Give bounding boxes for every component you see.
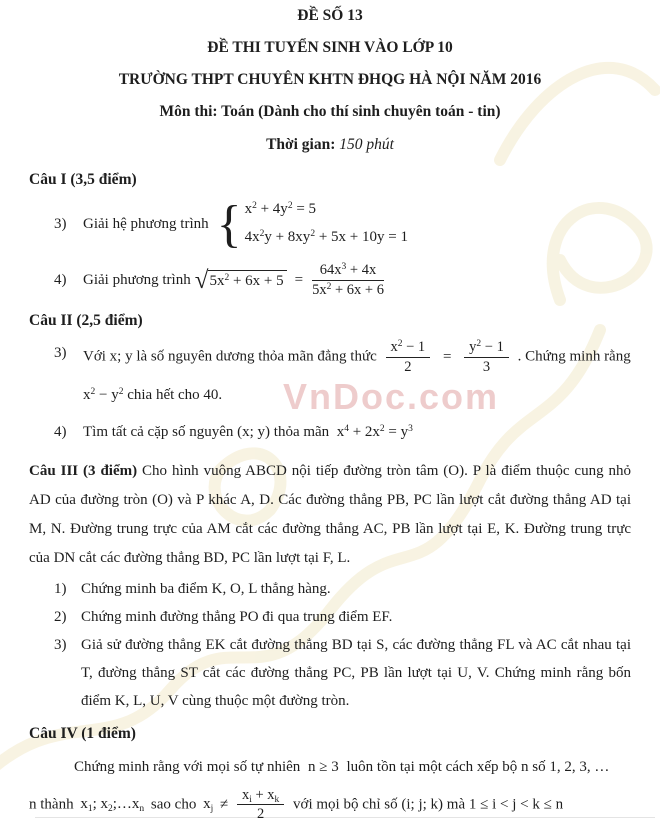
fraction: [237, 787, 284, 823]
equals-sign: =: [442, 348, 452, 365]
math-token: − y: [95, 386, 119, 403]
section-3-paragraph: [29, 457, 631, 573]
radicand: [208, 270, 286, 290]
item-text: luôn tồn tại một cách xếp bộ n số 1, 2, 3, …: [346, 758, 610, 775]
item-number: 3): [54, 636, 67, 653]
math-token: 2: [224, 273, 230, 284]
math-token: x: [244, 201, 253, 217]
math-token: x: [241, 786, 250, 803]
math-token: y: [469, 339, 477, 356]
section-2-item-3: [29, 339, 631, 411]
item-text: với mọi bộ chỉ số (i; j; k) mà 1 ≤ i < j < k ≤ n: [293, 796, 564, 813]
system-line-1: [245, 200, 408, 221]
fraction: [312, 262, 384, 298]
math-token: 2: [310, 229, 316, 239]
math-token: + 4x: [346, 262, 377, 278]
exam-number-title: ĐỀ SỐ 13: [297, 7, 363, 24]
item-body: [83, 339, 631, 411]
math-token: 2: [287, 201, 293, 211]
math-token: 2: [397, 339, 403, 350]
item-body: [83, 418, 631, 449]
math-token: x: [80, 796, 88, 813]
math-token: 3: [341, 262, 347, 272]
condition-lhs: [203, 796, 214, 815]
math-token: 4x: [244, 229, 260, 245]
math-token: 2: [90, 386, 96, 397]
center-watermark: VnDoc.com: [283, 376, 500, 417]
item-text: Chứng minh rằng với mọi số tự nhiên: [74, 758, 301, 775]
item-text: n thành: [29, 796, 74, 813]
item-number: 4): [54, 271, 67, 288]
system-brace: {: [216, 195, 242, 253]
math-token: ; x: [92, 796, 108, 813]
fraction-denominator: [312, 281, 384, 299]
math-token: + x: [251, 786, 275, 803]
math-token: + 6x + 6: [331, 281, 384, 298]
math-token: 2: [118, 386, 124, 397]
math-token: 2: [476, 339, 482, 350]
equals-sign: =: [294, 271, 304, 288]
math-token: 1: [87, 804, 93, 815]
list-item: [29, 575, 631, 603]
school-title: TRƯỜNG THPT CHUYÊN KHTN ĐHQG HÀ NỘI NĂM 2016: [118, 71, 542, 88]
math-token: chia hết cho 40.: [123, 386, 223, 403]
fraction-numerator: [464, 339, 509, 358]
math-token: = y: [384, 423, 409, 440]
math-token: 2: [379, 423, 385, 434]
item-text: Giả sử đường thẳng EK cắt đường thẳng BD tại S, các đường thẳng FL và AC cắt nhau tại T, đường thẳng ST cắt các đường thẳng PC, PB lần lượt tại U, V. Chứng minh rằng bốn điểm K, L, U, V cùng thuộc một đường tròn.: [81, 636, 631, 709]
math-token: ;…x: [112, 796, 140, 813]
math-token: x: [390, 339, 398, 356]
section-1-item-3: [29, 195, 631, 253]
section-2-item-4: [29, 418, 631, 449]
fraction: [386, 339, 431, 375]
item-text: Giải hệ phương trình: [83, 216, 209, 232]
list-item: [29, 603, 631, 631]
item-number: 2): [54, 608, 67, 625]
system-line-2: [245, 228, 408, 249]
divisibility-statement: [83, 381, 631, 412]
fraction-denominator: 2: [404, 359, 412, 376]
section-4-heading: Câu IV (1 điểm): [29, 724, 136, 742]
math-token: 2: [252, 201, 257, 211]
section-4-line-1: [29, 754, 631, 781]
section-1-item-4: [29, 262, 631, 298]
item-number: 3): [54, 345, 67, 362]
item-text: Chứng minh ba điểm K, O, L thẳng hàng.: [81, 580, 331, 597]
item-text: Chứng minh đường thẳng PO đi qua trung điểm EF.: [81, 608, 393, 625]
exam-title: ĐỀ THI TUYỂN SINH VÀO LỚP 10: [207, 39, 453, 56]
inequality: n ≥ 3: [308, 758, 339, 775]
math-token: i: [249, 794, 252, 805]
math-token: 4: [344, 423, 349, 434]
section-1-heading: Câu I (3,5 điểm): [29, 171, 137, 188]
item-text: Tìm tất cả cặp số nguyên (x; y) thỏa mãn: [83, 423, 330, 440]
math-token: − 1: [402, 339, 426, 356]
fraction-numerator: [386, 339, 431, 358]
subject-line: [29, 102, 631, 122]
exam-header: [29, 6, 631, 155]
fraction: [464, 339, 509, 375]
section-3-list: [29, 575, 631, 715]
item-number: 3): [54, 216, 67, 232]
list-item: [29, 631, 631, 715]
radical-sign: √: [194, 266, 209, 294]
item-text: sao cho: [150, 796, 197, 813]
math-token: n: [139, 804, 145, 815]
math-token: + 5x + 10y = 1: [315, 229, 408, 245]
fraction-numerator: [312, 262, 384, 281]
time-label: Thời gian:: [266, 136, 336, 153]
time-line: [29, 135, 631, 155]
math-token: 3: [408, 423, 413, 434]
item-number: 4): [54, 423, 67, 440]
subject-text: Môn thi: Toán (Dành cho thí sinh chuyên toán - tin): [159, 103, 501, 120]
fraction-denominator: 3: [482, 359, 491, 376]
math-token: − 1: [481, 339, 504, 356]
sequence-notation: [80, 796, 145, 815]
item-number: 1): [54, 580, 67, 597]
math-token: = 5: [292, 201, 317, 217]
time-value: 150 phút: [339, 136, 394, 153]
math-token: x: [83, 386, 91, 403]
math-token: x: [203, 796, 211, 813]
fraction-denominator: 2: [256, 806, 265, 823]
math-token: 2: [108, 804, 113, 815]
item-text: Giải phương trình: [83, 271, 191, 288]
math-token: 5x: [209, 273, 225, 290]
math-token: k: [274, 794, 280, 805]
math-token: 64x: [319, 262, 342, 278]
item-text: Với x; y là số nguyên dương thỏa mãn đẳng thức: [83, 348, 377, 365]
math-token: + 6x + 5: [229, 273, 284, 290]
diophantine-equation: [333, 424, 413, 440]
math-token: y + 8xy: [264, 229, 311, 245]
item-text: . Chứng minh rằng: [517, 348, 631, 365]
section-3-heading: Câu III (3 điểm): [29, 462, 138, 479]
not-equal-sign: ≠: [219, 796, 229, 813]
math-token: j: [210, 804, 214, 815]
section-3-text: Cho hình vuông ABCD nội tiếp đường tròn tâm (O). P là điểm thuộc cung nhỏ AD của đường tròn (O) và P khác A, D. Các đường thẳng PB, PC lần lượt cắt đường thẳng AD tại M, N. Đường trung trực của AM cắt các đường thẳng AC, PB lần lượt tại E, K. Đường trung trực của DN cắt các đường thẳng BD, PC lần lượt tại F, L.: [29, 462, 631, 566]
square-root-expression: [195, 268, 287, 293]
section-3: [29, 457, 631, 715]
section-4-line-2: [29, 787, 631, 823]
math-token: + 4y: [256, 201, 288, 217]
math-token: 5x: [312, 281, 327, 298]
math-token: 2: [326, 281, 332, 292]
math-token: 2: [259, 229, 265, 239]
math-token: x: [336, 423, 345, 440]
section-2-heading: Câu II (2,5 điểm): [29, 312, 143, 330]
fraction-numerator: [237, 787, 284, 806]
math-token: + 2x: [348, 423, 380, 440]
equation-system: [216, 195, 408, 253]
